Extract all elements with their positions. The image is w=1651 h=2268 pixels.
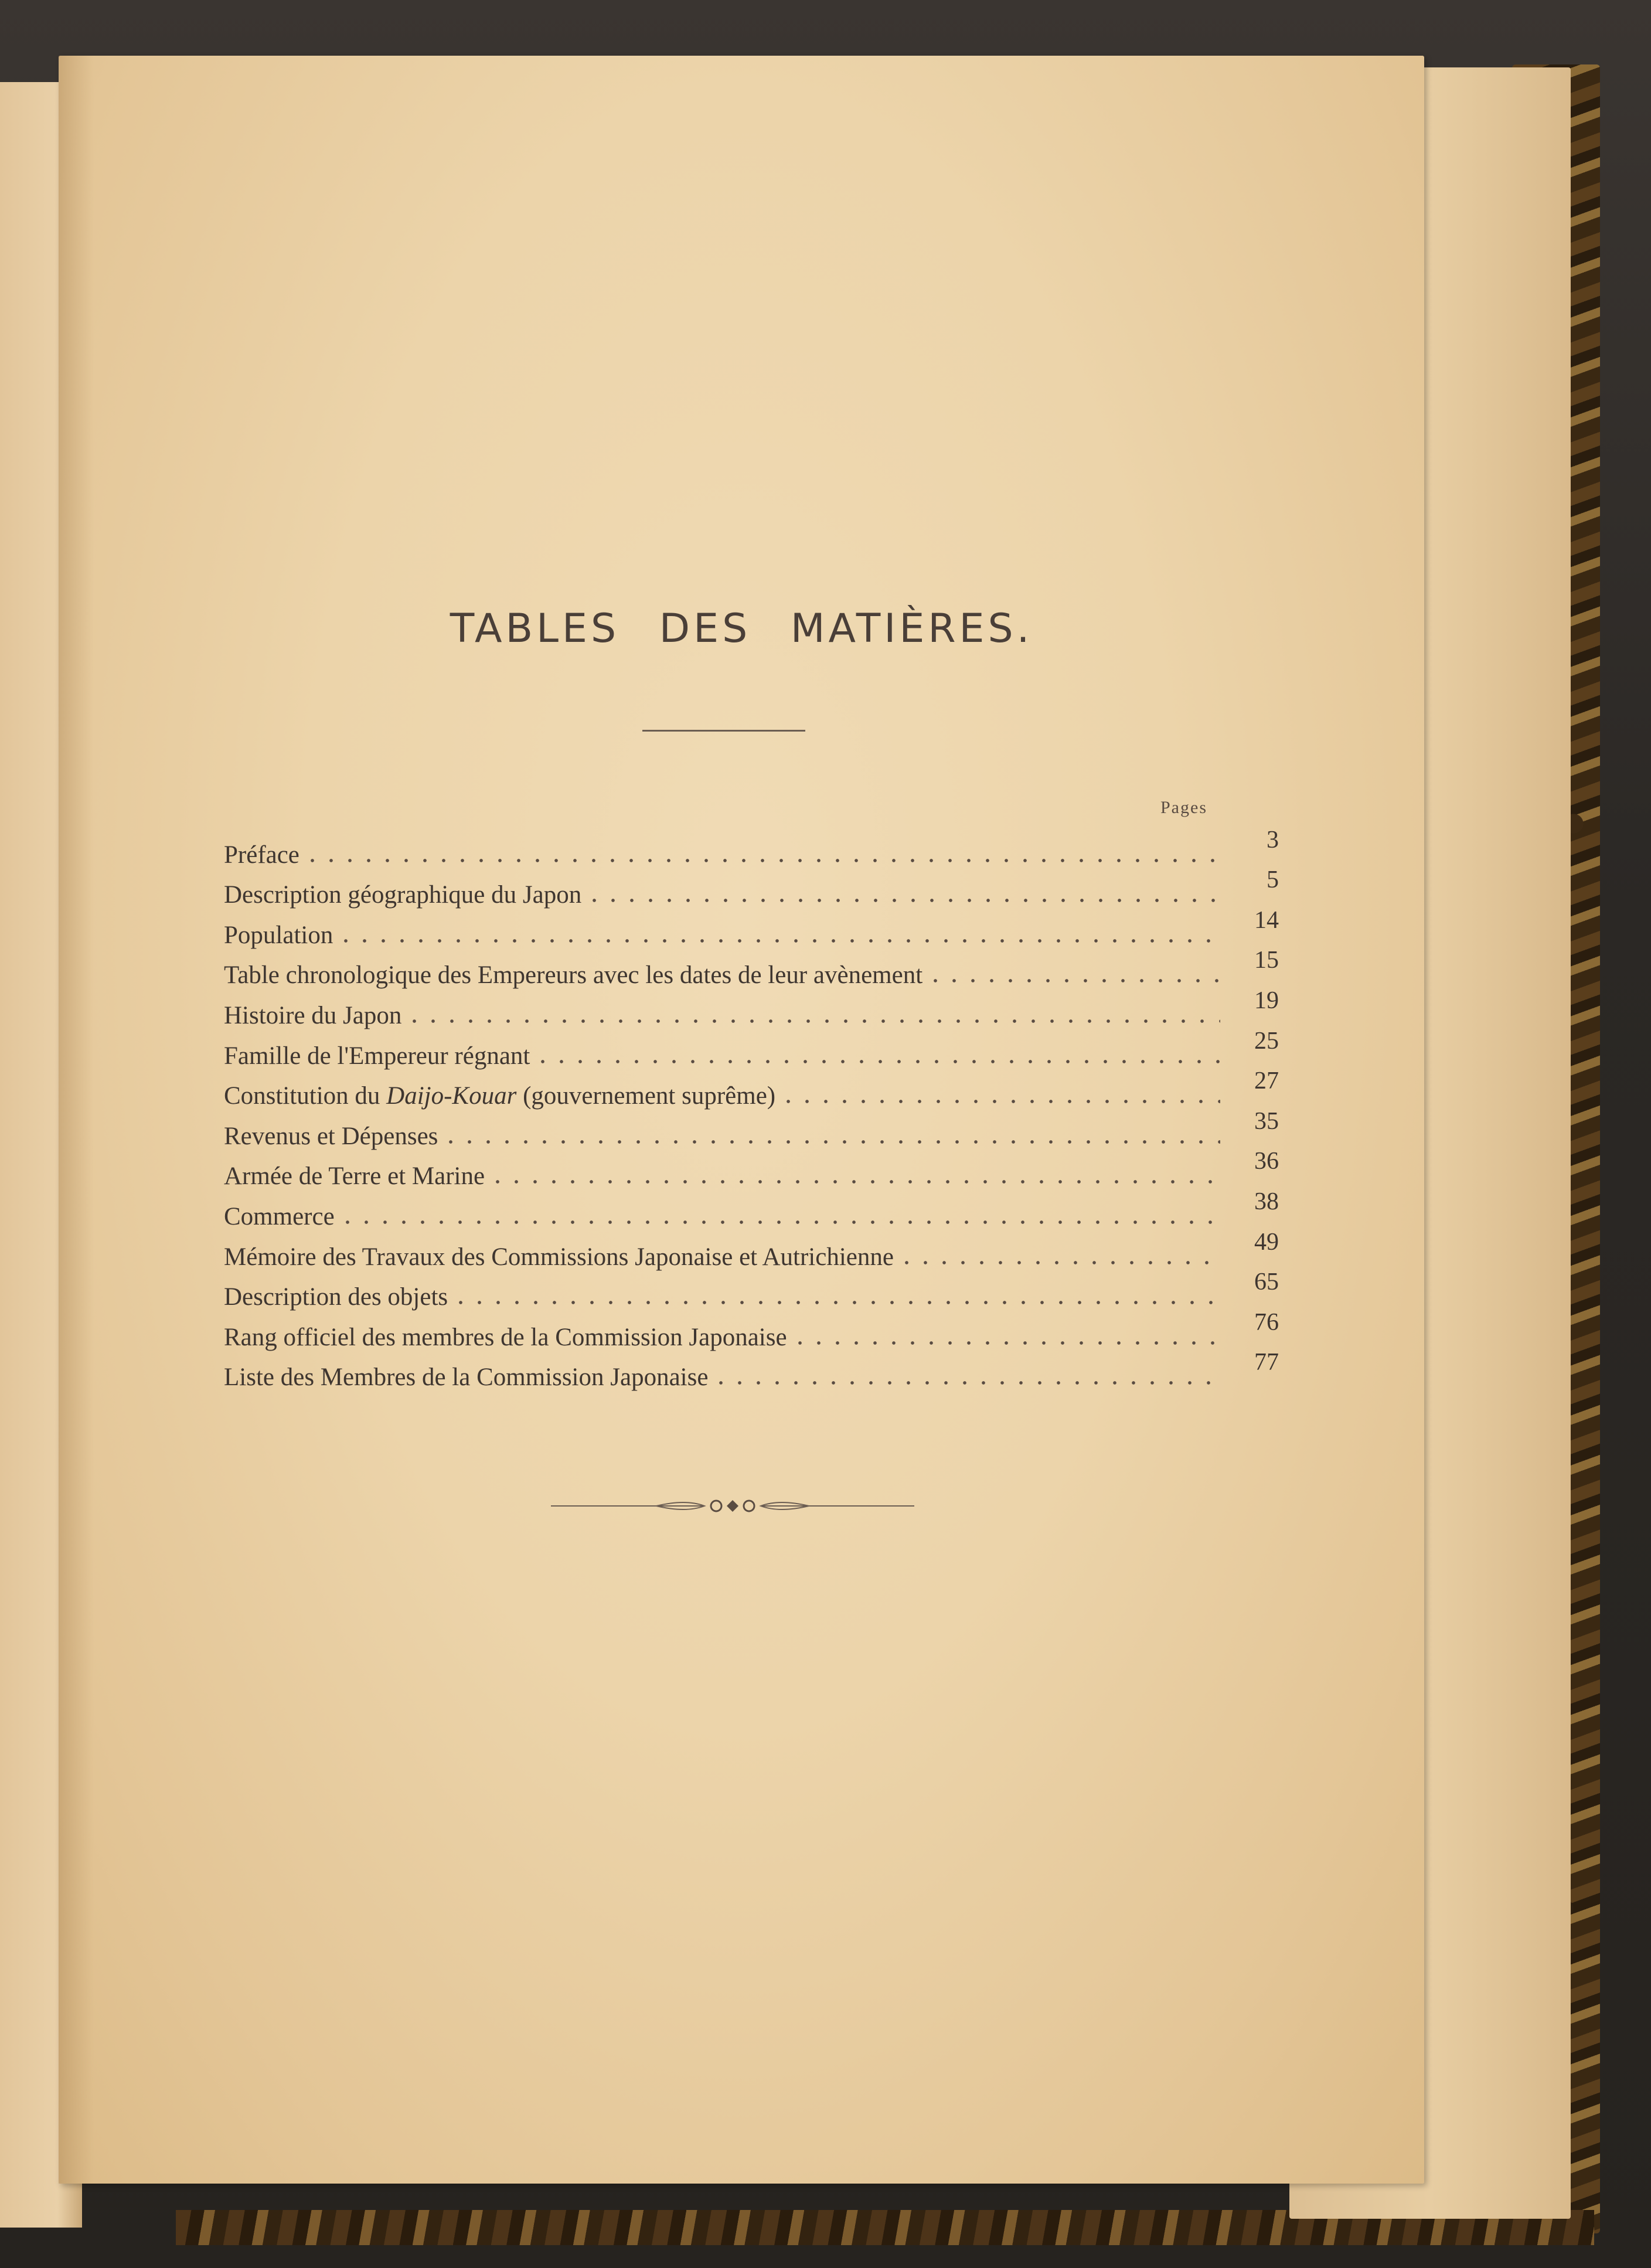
toc-entry-label: Revenus et Dépenses (224, 1122, 438, 1150)
toc-entry (224, 1310, 1279, 1350)
toc-entry (224, 948, 1279, 988)
toc-entry-label: Commerce (224, 1202, 335, 1230)
toc-entry-page: 5 (1267, 866, 1279, 894)
book-page (59, 56, 1424, 2184)
toc-entry-label: Table chronologique des Empereurs avec les dates de leur avènement (224, 961, 923, 990)
toc-entry-page: 19 (1254, 987, 1279, 1014)
toc-entry-label-italic: Daijo-Kouar (386, 1082, 517, 1110)
dot-leader (441, 1140, 1220, 1144)
toc-entry (224, 1189, 1279, 1229)
toc-entry-page: 35 (1254, 1107, 1279, 1135)
toc-entry (224, 1270, 1279, 1310)
toc-entry (224, 868, 1279, 908)
toc-entry (224, 988, 1279, 1028)
toc-entry-page: 15 (1254, 947, 1279, 974)
toc-entry-page: 49 (1254, 1228, 1279, 1256)
toc-entry (224, 827, 1279, 868)
toc-entry-label: Rang officiel des membres de la Commission Japonaise (224, 1323, 787, 1351)
dot-leader (405, 1019, 1220, 1024)
toc-entry (224, 907, 1279, 948)
toc-entry-page: 76 (1254, 1308, 1279, 1336)
toc-entry-page: 14 (1254, 906, 1279, 934)
dot-leader (303, 858, 1220, 863)
toc-entry-page: 65 (1254, 1269, 1279, 1296)
dot-leader (338, 1220, 1220, 1225)
toc-entry-label: Population (224, 921, 333, 949)
toc-entry-label-post: (gouvernement suprême) (516, 1082, 776, 1110)
toc-entry-label: Préface (224, 841, 299, 869)
toc-entry-label: Description géographique du Japon (224, 881, 582, 909)
toc-entry-label: Mémoire des Travaux des Commissions Japonaise et Autrichienne (224, 1243, 894, 1271)
pages-column-header: Pages (1160, 798, 1207, 817)
toc-entry (224, 1229, 1279, 1270)
toc-entry-label: Liste des Membres de la Commission Japonaise (224, 1363, 709, 1392)
toc-entry-page: 36 (1254, 1148, 1279, 1175)
table-of-contents (224, 827, 1279, 1390)
dot-leader (533, 1059, 1220, 1064)
toc-entry (224, 1149, 1279, 1189)
toc-entry (224, 1109, 1279, 1149)
page-gutter-shadow (59, 56, 94, 2184)
title-rule (642, 730, 805, 732)
toc-entry-label: Armée de Terre et Marine (224, 1162, 485, 1191)
toc-entry (224, 1069, 1279, 1109)
toc-entry-label: Description des objets (224, 1283, 448, 1311)
dot-leader (488, 1179, 1220, 1184)
dot-leader (712, 1380, 1220, 1385)
toc-entry-page: 3 (1267, 826, 1279, 854)
toc-entry-page: 77 (1254, 1349, 1279, 1376)
toc-entry-page: 25 (1254, 1027, 1279, 1055)
toc-entry-label-pre: Constitution du (224, 1082, 387, 1110)
dot-leader (779, 1099, 1220, 1104)
ornament-divider-icon (551, 1494, 914, 1518)
toc-entry (224, 1028, 1279, 1069)
toc-entry-page: 27 (1254, 1067, 1279, 1095)
toc-entry-page: 38 (1254, 1188, 1279, 1215)
dot-leader (585, 898, 1220, 903)
toc-entry-label: Famille de l'Empereur régnant (224, 1042, 530, 1070)
dot-leader (897, 1260, 1220, 1265)
dot-leader (926, 978, 1220, 983)
toc-entry (224, 1350, 1279, 1390)
dot-leader (791, 1341, 1220, 1345)
toc-entry-label (224, 1083, 779, 1109)
toc-entry-label: Histoire du Japon (224, 1001, 402, 1029)
page-title: TABLES DES MATIÈRES. (450, 606, 1033, 652)
dot-leader (451, 1300, 1220, 1305)
dot-leader (336, 939, 1220, 943)
